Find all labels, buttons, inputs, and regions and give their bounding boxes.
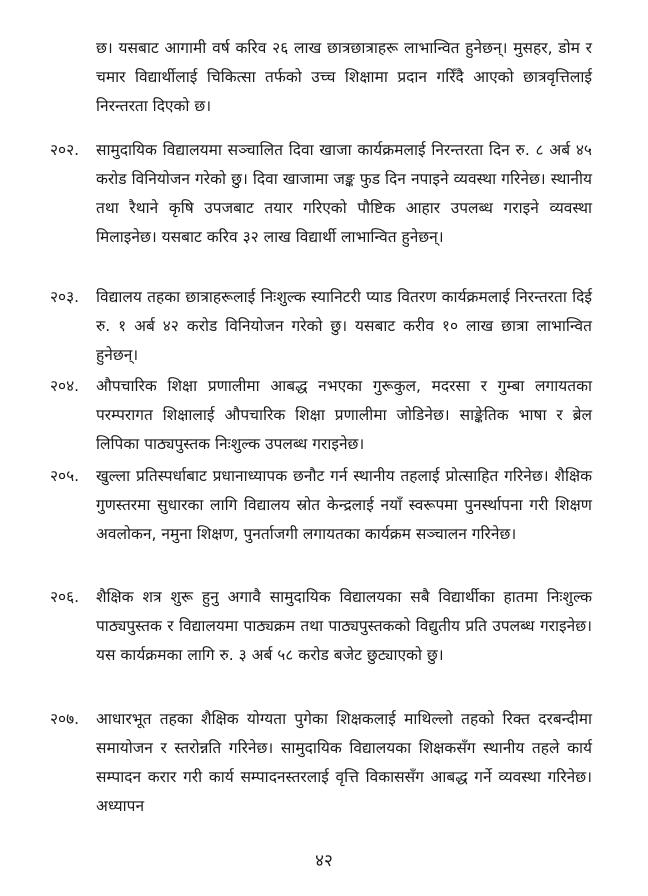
paragraph-206 — [52, 583, 592, 670]
paragraph-number: २०३. — [50, 288, 80, 306]
paragraph-number: २०५. — [50, 467, 80, 485]
paragraph-203 — [52, 283, 592, 370]
page-number: ४२ — [315, 851, 333, 871]
paragraph-text: विद्यालय तहका छात्राहरूलाई निःशुल्क स्यानिटरी प्याड वितरण कार्यक्रमलाई निरन्तरता दिई रु. १ अर्ब ४२ करोड विनियोजन गरेको छु। यसबाट करीव १० लाख छात्रा लाभान्वित हुनेछन्। — [96, 288, 592, 364]
paragraph-number: २०६. — [50, 588, 80, 606]
paragraph-text: आधारभूत तहका शैक्षिक योग्यता पुगेका शिक्षकलाई माथिल्लो तहको रिक्त दरबन्दीमा समायोजन र स्तरोन्नति गरिनेछ। सामुदायिक विद्यालयका शिक्षकसँग स्थानीय तहले कार्य सम्पादन करार गरी कार्य सम्पादनस्तरलाई वृत्ति विकाससँग आबद्ध गर्ने व्यवस्था गरिनेछ। अध्यापन — [96, 710, 592, 815]
paragraph-202 — [52, 136, 592, 252]
paragraph-204 — [52, 372, 592, 459]
paragraph-number: २०७. — [50, 710, 80, 728]
paragraph-number: २०४. — [50, 377, 80, 395]
continuation-paragraph: छ। यसबाट आगामी वर्ष करिव २६ लाख छात्रछात्राहरू लाभान्वित हुनेछन्। मुसहर, डोम र चमार विद्यार्थीलाई चिकित्सा तर्फको उच्च शिक्षामा प्रदान गरिँदै आएको छात्रवृत्तिलाई निरन्तरता दिएको छ। — [96, 39, 592, 115]
paragraph-205 — [52, 462, 592, 549]
paragraph-text: औपचारिक शिक्षा प्रणालीमा आबद्ध नभएका गुरूकुल, मदरसा र गुम्बा लगायतका परम्परागत शिक्षालाई औपचारिक शिक्षा प्रणालीमा जोडिनेछ। साङ्केतिक भाषा र ब्रेल लिपिका पाठ्यपुस्तक निःशुल्क उपलब्ध गराइनेछ। — [96, 377, 592, 453]
paragraph-text: सामुदायिक विद्यालयमा सञ्चालित दिवा खाजा कार्यक्रमलाई निरन्तरता दिन रु. ८ अर्ब ४५ करोड विनियोजन गरेको छु। दिवा खाजामा जङ्क फुड दिन नपाइने व्यवस्था गरिनेछ। स्थानीय तथा रैथाने कृषि उपजबाट तयार गरिएको पौष्टिक आहार उपलब्ध गराइने व्यवस्था मिलाइनेछ। यसबाट करिव ३२ लाख विद्यार्थी लाभान्वित हुनेछन्। — [96, 141, 592, 246]
paragraph-text: शैक्षिक शत्र शुरू हुनु अगावै सामुदायिक विद्यालयका सबै विद्यार्थीका हातमा निःशुल्क पाठ्यपुस्तक र विद्यालयमा पाठ्यक्रम तथा पाठ्यपुस्तकको विद्युतीय प्रति उपलब्ध गराइनेछ। यस कार्यक्रमका लागि रु. ३ अर्ब ५८ करोड बजेट छुट्याएको छु। — [96, 588, 592, 664]
paragraph-207 — [52, 705, 592, 821]
paragraph-number: २०२. — [50, 141, 80, 159]
paragraph-text: खुल्ला प्रतिस्पर्धाबाट प्रधानाध्यापक छनौट गर्न स्थानीय तहलाई प्रोत्साहित गरिनेछ। शैक्षिक गुणस्तरमा सुधारका लागि विद्यालय स्रोत केन्द्रलाई नयाँ स्वरूपमा पुनर्स्थापना गरी शिक्षण अवलोकन, नमुना शिक्षण, पुनर्ताजगी लगायतका कार्यक्रम सञ्चालन गरिनेछ। — [96, 467, 592, 543]
